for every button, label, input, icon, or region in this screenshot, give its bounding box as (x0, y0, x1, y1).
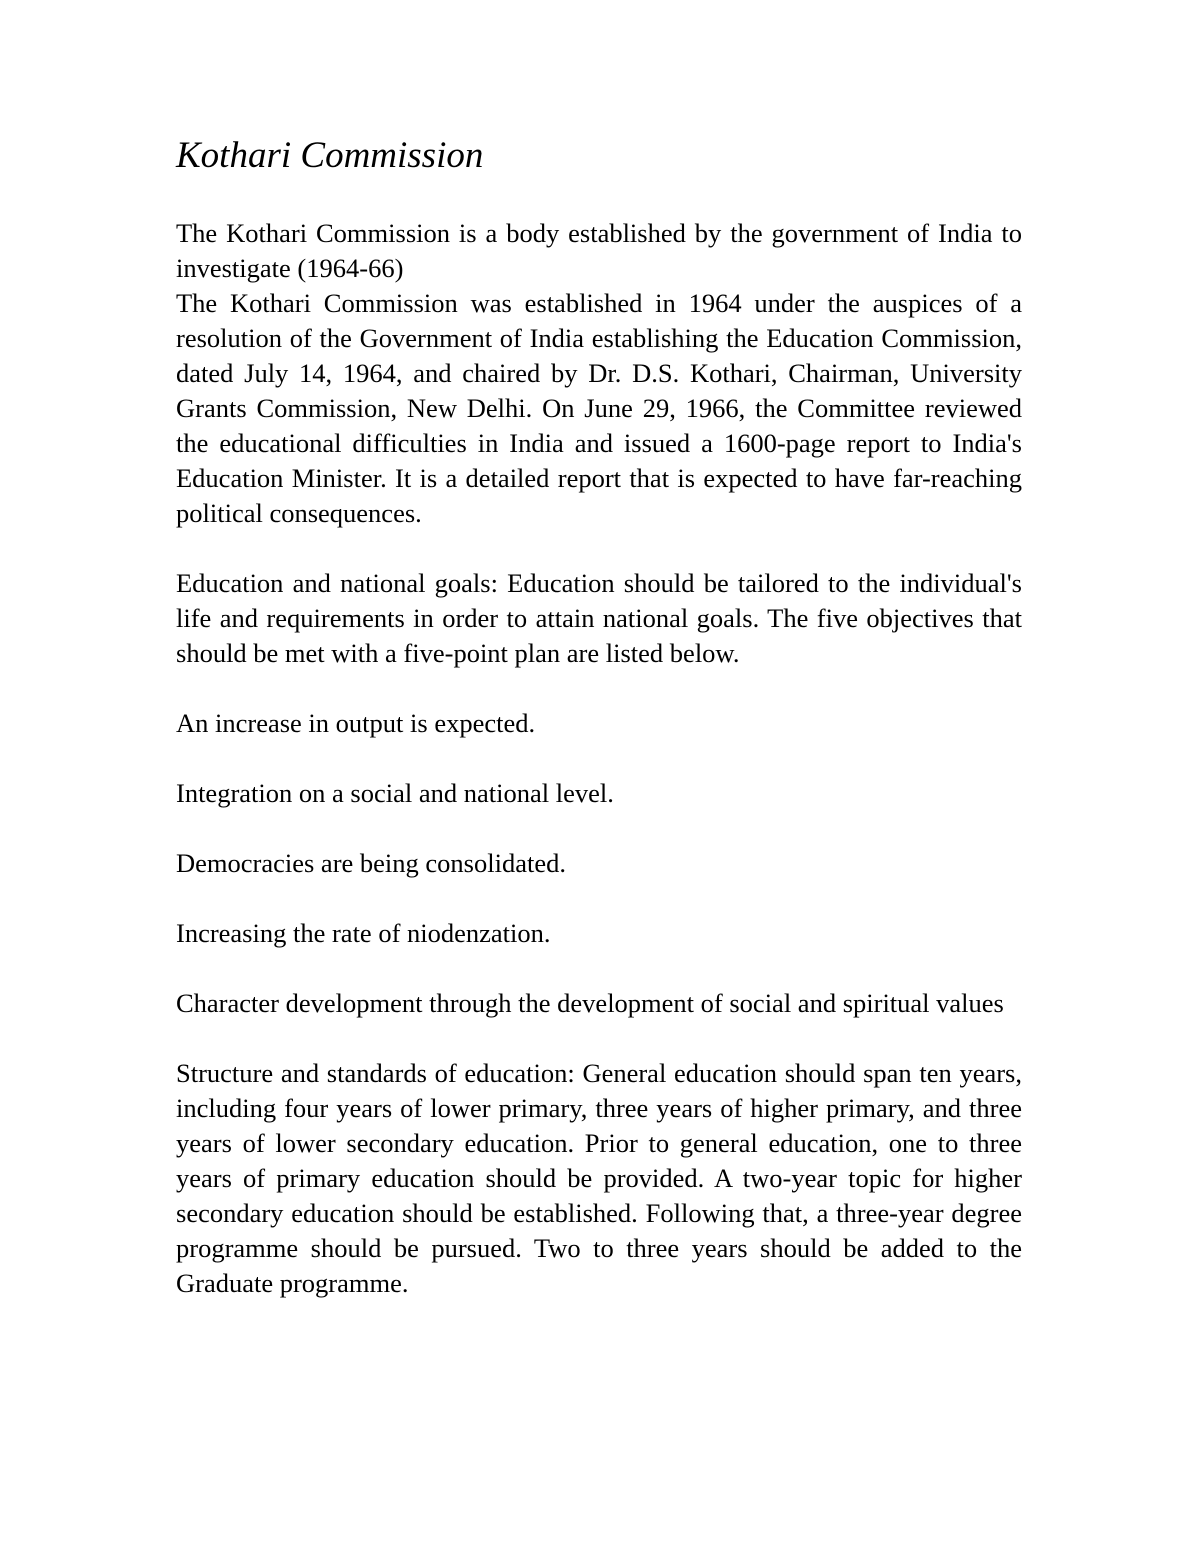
objective-item: Integration on a social and national level. (176, 778, 614, 808)
objective-item: Increasing the rate of niodenzation. (176, 918, 551, 948)
objective-item: Character development through the development of social and spiritual values (176, 988, 1004, 1018)
establishment-paragraph: The Kothari Commission was established in 1964 under the auspices of a resolution of the Government of India establishing the Education Commission, dated July 14, 1964, and chaired by Dr. D.S. Kothari, Chairman, University Grants Commission, New Delhi. On June 29, 1966, the Committee reviewed the educational difficulties in India and issued a 1600-page report to India's Education Minister. It is a detailed report that is expected to have far-reaching political consequences. (176, 288, 1022, 528)
structure-standards-paragraph: Structure and standards of education: General education should span ten years, including four years of lower primary, three years of higher primary, and three years of lower secondary education. Prior to general education, one to three years of primary education should be provided. A two-year topic for higher secondary education should be established. Following that, a three-year degree programme should be pursued. Two to three years should be added to the Graduate programme. (176, 1058, 1022, 1298)
intro-paragraph: The Kothari Commission is a body established by the government of India to investigate (1964-66) (176, 218, 1022, 283)
document-title: Kothari Commission (176, 135, 484, 176)
objective-item: Democracies are being consolidated. (176, 848, 566, 878)
objective-item: An increase in output is expected. (176, 708, 536, 738)
document-page (176, 134, 1022, 1301)
national-goals-paragraph: Education and national goals: Education should be tailored to the individual's life and requirements in order to attain national goals. The five objectives that should be met with a five-point plan are listed below. (176, 568, 1022, 668)
